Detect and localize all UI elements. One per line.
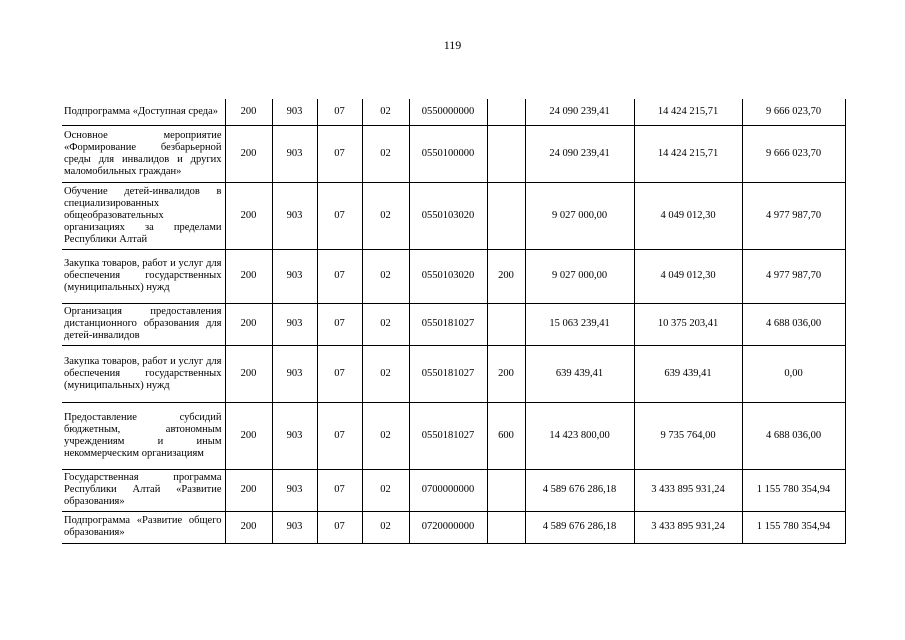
target-code-cell: 0550181027 — [409, 303, 487, 345]
row-name-cell: Подпрограмма «Развитие общего образования» — [62, 511, 225, 543]
expense-type-cell: 600 — [487, 402, 525, 469]
target-code-cell: 0550103020 — [409, 182, 487, 249]
target-code-cell: 0550000000 — [409, 99, 487, 125]
section-cell: 07 — [317, 469, 362, 511]
budget-table — [62, 99, 846, 544]
table-row — [62, 125, 845, 182]
section-cell: 07 — [317, 125, 362, 182]
table-row — [62, 249, 845, 303]
section-cell: 07 — [317, 402, 362, 469]
amount-regional-cell: 4 977 987,70 — [742, 249, 845, 303]
amount-federal-cell: 9 735 764,00 — [634, 402, 742, 469]
expense-type-cell — [487, 182, 525, 249]
amount-regional-cell: 9 666 023,70 — [742, 99, 845, 125]
table-row — [62, 182, 845, 249]
code-200-cell: 200 — [225, 99, 272, 125]
subsection-cell: 02 — [362, 469, 409, 511]
code-903-cell: 903 — [272, 303, 317, 345]
subsection-cell: 02 — [362, 182, 409, 249]
expense-type-cell: 200 — [487, 249, 525, 303]
amount-federal-cell: 3 433 895 931,24 — [634, 511, 742, 543]
table-row — [62, 469, 845, 511]
amount-total-cell: 24 090 239,41 — [525, 99, 634, 125]
section-cell: 07 — [317, 99, 362, 125]
amount-regional-cell: 1 155 780 354,94 — [742, 511, 845, 543]
subsection-cell: 02 — [362, 249, 409, 303]
amount-regional-cell: 1 155 780 354,94 — [742, 469, 845, 511]
amount-federal-cell: 4 049 012,30 — [634, 182, 742, 249]
code-903-cell: 903 — [272, 402, 317, 469]
amount-total-cell: 9 027 000,00 — [525, 182, 634, 249]
subsection-cell: 02 — [362, 345, 409, 402]
code-903-cell: 903 — [272, 249, 317, 303]
code-200-cell: 200 — [225, 182, 272, 249]
code-903-cell: 903 — [272, 125, 317, 182]
amount-regional-cell: 4 688 036,00 — [742, 402, 845, 469]
code-200-cell: 200 — [225, 303, 272, 345]
target-code-cell: 0700000000 — [409, 469, 487, 511]
code-903-cell: 903 — [272, 99, 317, 125]
amount-total-cell: 14 423 800,00 — [525, 402, 634, 469]
subsection-cell: 02 — [362, 125, 409, 182]
page-number: 119 — [443, 38, 462, 52]
section-cell: 07 — [317, 182, 362, 249]
table-row — [62, 303, 845, 345]
section-cell: 07 — [317, 303, 362, 345]
code-903-cell: 903 — [272, 469, 317, 511]
table-row — [62, 402, 845, 469]
row-name-cell: Основное мероприятие «Формирование безбарьерной среды для инвалидов и других маломобильных граждан» — [62, 125, 225, 182]
target-code-cell: 0720000000 — [409, 511, 487, 543]
amount-federal-cell: 14 424 215,71 — [634, 99, 742, 125]
amount-federal-cell: 639 439,41 — [634, 345, 742, 402]
row-name-cell: Подпрограмма «Доступная среда» — [62, 99, 225, 125]
amount-federal-cell: 10 375 203,41 — [634, 303, 742, 345]
subsection-cell: 02 — [362, 511, 409, 543]
amount-total-cell: 4 589 676 286,18 — [525, 469, 634, 511]
code-200-cell: 200 — [225, 345, 272, 402]
table-row — [62, 345, 845, 402]
amount-federal-cell: 14 424 215,71 — [634, 125, 742, 182]
code-903-cell: 903 — [272, 511, 317, 543]
amount-total-cell: 9 027 000,00 — [525, 249, 634, 303]
target-code-cell: 0550181027 — [409, 345, 487, 402]
row-name-cell: Государственная программа Республики Алтай «Развитие образования» — [62, 469, 225, 511]
section-cell: 07 — [317, 249, 362, 303]
target-code-cell: 0550103020 — [409, 249, 487, 303]
code-200-cell: 200 — [225, 469, 272, 511]
amount-total-cell: 639 439,41 — [525, 345, 634, 402]
code-903-cell: 903 — [272, 345, 317, 402]
code-200-cell: 200 — [225, 511, 272, 543]
section-cell: 07 — [317, 511, 362, 543]
code-200-cell: 200 — [225, 402, 272, 469]
expense-type-cell — [487, 303, 525, 345]
expense-type-cell — [487, 469, 525, 511]
code-200-cell: 200 — [225, 249, 272, 303]
amount-federal-cell: 3 433 895 931,24 — [634, 469, 742, 511]
expense-type-cell — [487, 99, 525, 125]
amount-regional-cell: 4 977 987,70 — [742, 182, 845, 249]
expense-type-cell — [487, 511, 525, 543]
expense-type-cell — [487, 125, 525, 182]
row-name-cell: Обучение детей-инвалидов в специализированных общеобразовательных организациях за пределами Республики Алтай — [62, 182, 225, 249]
code-903-cell: 903 — [272, 182, 317, 249]
row-name-cell: Закупка товаров, работ и услуг для обеспечения государственных (муниципальных) нужд — [62, 249, 225, 303]
section-cell: 07 — [317, 345, 362, 402]
row-name-cell: Предоставление субсидий бюджетным, автономным учреждениям и иным некоммерческим организациям — [62, 402, 225, 469]
amount-regional-cell: 9 666 023,70 — [742, 125, 845, 182]
table-row — [62, 511, 845, 543]
code-200-cell: 200 — [225, 125, 272, 182]
amount-total-cell: 24 090 239,41 — [525, 125, 634, 182]
amount-regional-cell: 4 688 036,00 — [742, 303, 845, 345]
target-code-cell: 0550181027 — [409, 402, 487, 469]
amount-total-cell: 4 589 676 286,18 — [525, 511, 634, 543]
table-row — [62, 99, 845, 125]
subsection-cell: 02 — [362, 402, 409, 469]
row-name-cell: Организация предоставления дистанционного образования для детей-инвалидов — [62, 303, 225, 345]
subsection-cell: 02 — [362, 303, 409, 345]
target-code-cell: 0550100000 — [409, 125, 487, 182]
expense-type-cell: 200 — [487, 345, 525, 402]
row-name-cell: Закупка товаров, работ и услуг для обеспечения государственных (муниципальных) нужд — [62, 345, 225, 402]
amount-total-cell: 15 063 239,41 — [525, 303, 634, 345]
amount-federal-cell: 4 049 012,30 — [634, 249, 742, 303]
subsection-cell: 02 — [362, 99, 409, 125]
amount-regional-cell: 0,00 — [742, 345, 845, 402]
table-body — [62, 99, 845, 543]
